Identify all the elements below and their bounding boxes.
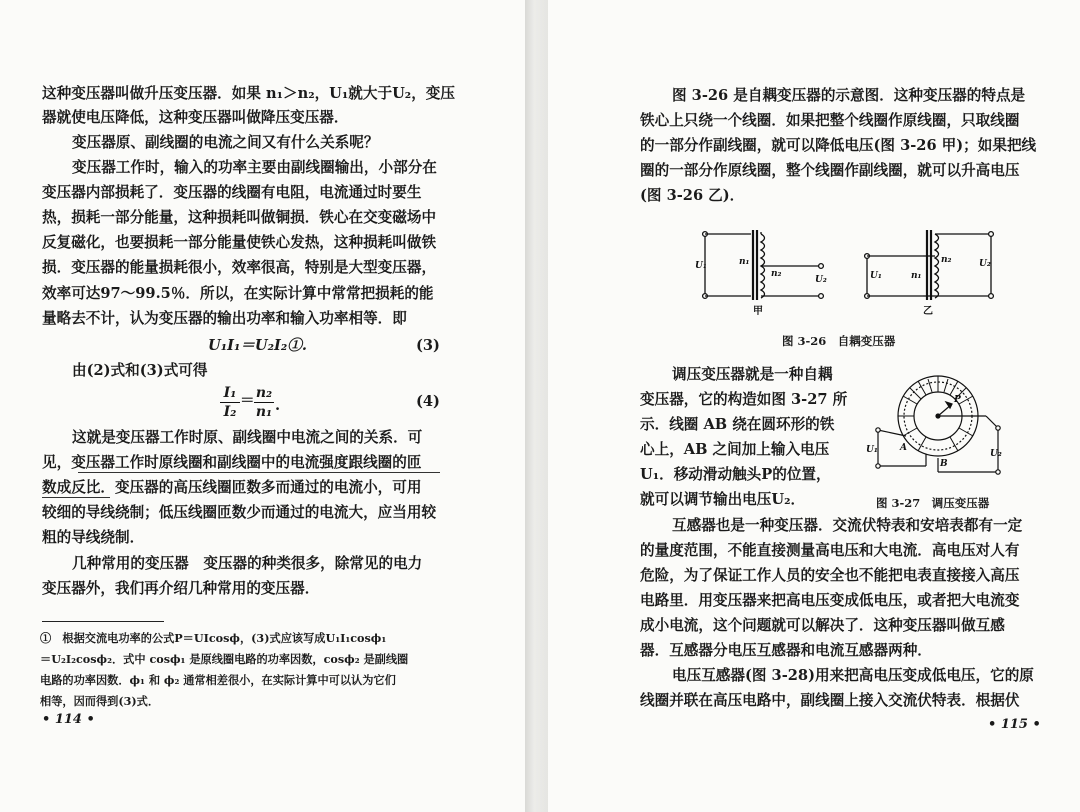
autotransformer-figure: [695, 222, 1015, 318]
book-gutter: [525, 0, 548, 812]
equation-number: (4): [416, 393, 440, 410]
left-text-line: 见，变压器工作时原线圈和副线圈中的电流强度跟线圈的匝: [42, 454, 422, 471]
pencil-underline: [42, 497, 110, 498]
point-label-a: A: [900, 443, 907, 453]
left-text-line: 粗的导线绕制．: [42, 529, 145, 546]
n1-label: n₁: [739, 257, 750, 267]
right-text-line: 铁心上只绕一个线圈．如果把整个线圈作原线圈，只取线圈: [640, 112, 1020, 129]
right-text-line: 就可以调节输出电压U₂．: [640, 491, 806, 508]
footnote-line: ＝U₂I₂cosϕ₂．式中 cosϕ₁ 是原线圈电路的功率因数，cosϕ₂ 是副线圈: [40, 652, 409, 666]
footnote-line: 相等，因而得到(3)式．: [40, 694, 160, 708]
left-text-line: 这就是变压器工作时原、副线圈中电流之间的关系．可: [72, 429, 423, 446]
u2-label: U₂: [990, 449, 1002, 459]
left-text-line: 损．变压器的能量损耗很小，效率很高，特别是大型变压器，: [42, 259, 437, 276]
subfigure-label-jia: 甲: [753, 306, 763, 317]
right-text-line: 电路里．用变压器来把高电压变成低电压，或者把大电流变: [640, 592, 1020, 609]
u2-label: U₂: [815, 275, 827, 285]
left-text-line: 由(2)式和(3)式可得: [72, 362, 208, 379]
left-text-line: 量略去不计，认为变压器的输出功率和输入功率相等．即: [42, 310, 407, 327]
right-text-line: 电压互感器(图 3-28)用来把高电压变成低电压，它的原: [672, 667, 1034, 684]
right-text-line: 图 3-26 是自耦变压器的示意图．这种变压器的特点是: [672, 87, 1026, 104]
figure-caption: 图 3-27 调压变压器: [876, 496, 990, 510]
left-text-line: 数成反比．变压器的高压线圈匝数多而通过的电流小，可用: [42, 479, 422, 496]
variable-transformer-figure: [866, 372, 1006, 488]
n2-label: n₂: [941, 255, 952, 265]
n2-label: n₂: [771, 269, 782, 279]
left-text-line: 反复磁化，也要损耗一部分能量使铁心发热，这种损耗叫做铁: [42, 234, 437, 251]
fraction-denominator: I₂: [223, 404, 237, 420]
right-text-line: (图 3-26 乙)．: [640, 187, 745, 204]
footnote-rule: [42, 621, 164, 622]
left-text-line: 较细的导线绕制；低压线圈匝数少而通过的电流大，应当用较: [42, 504, 437, 521]
equation-3: U₁I₁＝U₂I₂①.: [208, 337, 307, 354]
point-label-b: B: [940, 459, 948, 469]
right-text-line: 圈的一部分作原线圈，整个线圈作副线圈，就可以升高电压: [640, 162, 1020, 179]
figure-caption: 图 3-26 自耦变压器: [782, 334, 896, 348]
right-text-line: 调压变压器就是一种自耦: [672, 366, 833, 383]
footnote-line: 电路的功率因数．ϕ₁ 和 ϕ₂ 通常相差很小，在实际计算中可以认为它们: [40, 673, 396, 687]
left-text-line: 效率可达97～99.5％．所以，在实际计算中常常把损耗的能: [42, 285, 434, 302]
fraction-denominator: n₁: [255, 404, 273, 420]
subfigure-label-yi: 乙: [923, 306, 933, 317]
equation-number: (3): [416, 337, 440, 354]
right-text-line: 心上，AB 之间加上输入电压: [640, 441, 830, 458]
u1-label: U₁: [870, 271, 882, 281]
left-text-line: 这种变压器叫做升压变压器．如果 n₁＞n₂，U₁就大于U₂，变压: [42, 85, 455, 102]
right-text-line: 的量度范围，不能直接测量高电压和大电流．高电压对人有: [640, 542, 1020, 559]
page-number: • 115 •: [988, 717, 1041, 732]
right-text-line: 示．线圈 AB 绕在圆环形的铁: [640, 416, 835, 433]
right-text-line: 互感器也是一种变压器．交流伏特表和安培表都有一定: [672, 517, 1023, 534]
fraction-numerator: I₁: [223, 385, 237, 401]
fraction-numerator: n₂: [255, 385, 273, 401]
pencil-underline: [78, 472, 440, 473]
right-text-line: 变压器，它的构造如图 3-27 所: [640, 391, 848, 408]
left-text-line: 变压器外，我们再介绍几种常用的变压器．: [42, 580, 320, 597]
equation-4-right-fraction: [254, 385, 274, 420]
u1-label: U₁: [695, 261, 707, 271]
right-text-line: 线圈并联在高压电路中，副线圈上接入交流伏特表．根据伏: [640, 692, 1020, 709]
right-text-line: U₁．移动滑动触头P的位置，: [640, 466, 831, 483]
equation-4-left-fraction: [220, 385, 240, 420]
u2-label: U₂: [979, 259, 991, 269]
right-text-line: 成小电流，这个问题就可以解决了．这种变压器叫做互感: [640, 617, 1005, 634]
left-text-line: 几种常用的变压器 变压器的种类很多，除常见的电力: [72, 555, 423, 572]
right-text-line: 危险，为了保证工作人员的安全也不能把电表直接接入高压: [640, 567, 1020, 584]
left-text-line: 变压器内部损耗了．变压器的线圈有电阻，电流通过时要生: [42, 184, 422, 201]
left-text-line: 器就使电压降低，这种变压器叫做降压变压器．: [42, 109, 349, 126]
footnote-line: ① 根据交流电功率的公式P＝UIcosϕ，(3)式应该写成U₁I₁cosϕ₁: [40, 631, 387, 645]
right-text-line: 的一部分作副线圈，就可以降低电压(图 3-26 甲)；如果把线: [640, 137, 1037, 154]
page-number: • 114 •: [42, 712, 95, 727]
u1-label: U₁: [866, 445, 878, 455]
n1-label: n₁: [911, 271, 922, 281]
left-text-line: 热，损耗一部分能量，这种损耗叫做铜损．铁心在交变磁场中: [42, 209, 437, 226]
equation-4-equals: ＝: [240, 392, 255, 409]
slider-label-p: P: [954, 395, 961, 405]
left-text-line: 变压器原、副线圈的电流之间又有什么关系呢？: [72, 134, 379, 151]
left-text-line: 变压器工作时，输入的功率主要由副线圈输出，小部分在: [72, 159, 437, 176]
equation-4-end: .: [275, 397, 281, 414]
right-text-line: 器．互感器分电压互感器和电流互感器两种．: [640, 642, 932, 659]
